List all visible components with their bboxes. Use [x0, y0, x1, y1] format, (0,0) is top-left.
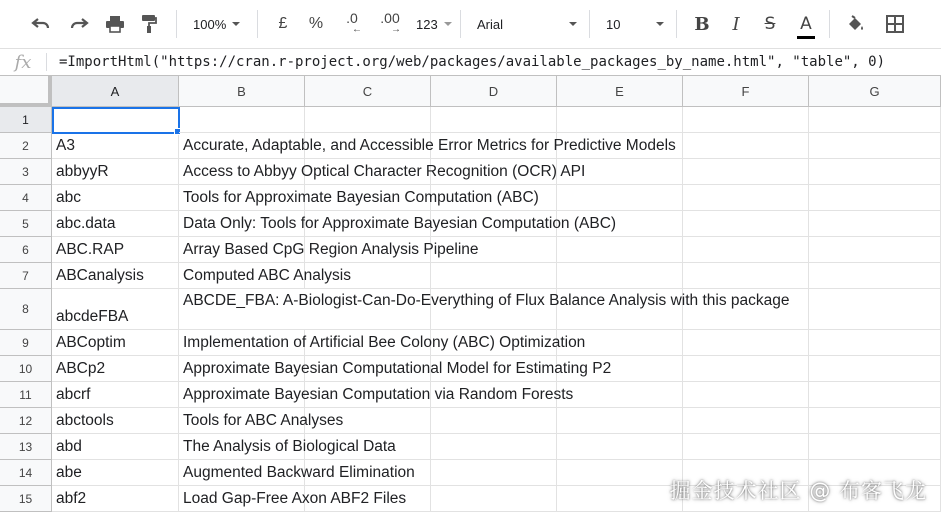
cell-empty[interactable]: [809, 211, 941, 237]
row-header[interactable]: 8: [0, 289, 52, 330]
undo-icon[interactable]: [26, 9, 56, 39]
cell-empty[interactable]: [431, 408, 557, 434]
cell-empty[interactable]: [431, 460, 557, 486]
zoom-select[interactable]: [187, 9, 251, 39]
decrease-decimals-label: .0: [346, 10, 358, 26]
cell-package-name[interactable]: abctools: [52, 408, 179, 434]
decrease-decimals-button[interactable]: [334, 9, 370, 39]
row-header[interactable]: 1: [0, 107, 52, 133]
cell-empty[interactable]: [683, 330, 809, 356]
cell-empty[interactable]: [431, 263, 557, 289]
print-icon[interactable]: [100, 9, 130, 39]
cell-package-title[interactable]: Load Gap-Free Axon ABF2 Files: [179, 486, 305, 512]
currency-button[interactable]: £: [278, 15, 288, 32]
cell-empty[interactable]: [431, 434, 557, 460]
cell-package-title[interactable]: Implementation of Artificial Bee Colony (ABC) Optimization: [179, 330, 305, 356]
row-header[interactable]: 14: [0, 460, 52, 486]
cell-package-title[interactable]: Computed ABC Analysis: [179, 263, 305, 289]
cell-empty[interactable]: [809, 289, 941, 330]
cell-empty[interactable]: [809, 356, 941, 382]
cell-empty[interactable]: [809, 263, 941, 289]
cell-package-title[interactable]: Tools for Approximate Bayesian Computation (ABC): [179, 185, 305, 211]
cell-package-title[interactable]: Approximate Bayesian Computational Model for Estimating P2: [179, 356, 305, 382]
more-formats-select[interactable]: [410, 9, 454, 39]
cell-empty[interactable]: [683, 408, 809, 434]
font-family-select[interactable]: [471, 9, 583, 39]
row-header[interactable]: 13: [0, 434, 52, 460]
cell-package-name[interactable]: abc.data: [52, 211, 179, 237]
redo-icon[interactable]: [64, 9, 94, 39]
column-header-b[interactable]: B: [179, 76, 305, 107]
cell-package-name[interactable]: A3: [52, 133, 179, 159]
cell-empty[interactable]: [557, 263, 683, 289]
cell-package-name[interactable]: abc: [52, 185, 179, 211]
cell-empty[interactable]: [809, 159, 941, 185]
cell-empty[interactable]: [431, 486, 557, 512]
cell-empty[interactable]: [809, 237, 941, 263]
more-formats-label: 123: [416, 16, 438, 32]
strikethrough-button[interactable]: S: [764, 14, 776, 34]
borders-icon[interactable]: [880, 9, 910, 39]
bold-button[interactable]: B: [694, 13, 710, 35]
formula-divider: [46, 53, 47, 71]
row-header[interactable]: 5: [0, 211, 52, 237]
cell-package-title[interactable]: [179, 107, 305, 133]
cell-selection-outline: [52, 107, 180, 134]
formula-input[interactable]: =ImportHtml("https://cran.r-project.org/web/packages/available_packages_by_name.html", "table", 0): [59, 54, 886, 70]
cell-empty[interactable]: [809, 382, 941, 408]
cell-package-name[interactable]: abf2: [52, 486, 179, 512]
cell-package-name[interactable]: ABCp2: [52, 356, 179, 382]
cell-empty[interactable]: [683, 185, 809, 211]
cell-package-title[interactable]: ABCDE_FBA: A-Biologist-Can-Do-Everything of Flux Balance Analysis with this package: [179, 289, 809, 330]
column-header-c[interactable]: C: [305, 76, 431, 107]
watermark: 掘金技术社区 @ 布客飞龙: [669, 479, 927, 503]
cell-package-name[interactable]: abcdeFBA: [52, 289, 179, 330]
column-header-g[interactable]: G: [809, 76, 941, 107]
increase-decimals-label: .00: [380, 10, 400, 26]
row-header[interactable]: 9: [0, 330, 52, 356]
toolbar: [0, 0, 941, 48]
cell-empty[interactable]: [683, 237, 809, 263]
column-header-e[interactable]: E: [557, 76, 683, 107]
chevron-down-icon: [232, 22, 240, 26]
italic-button[interactable]: I: [732, 13, 740, 35]
cell-empty[interactable]: [557, 185, 683, 211]
fx-icon: fx: [14, 51, 32, 73]
cell-empty[interactable]: [557, 382, 683, 408]
chevron-down-icon: [656, 22, 664, 26]
cell-empty[interactable]: [809, 408, 941, 434]
cell-package-name[interactable]: ABCanalysis: [52, 263, 179, 289]
cell-empty[interactable]: [557, 107, 683, 133]
cell-empty[interactable]: [557, 434, 683, 460]
cell-package-title[interactable]: Access to Abbyy Optical Character Recognition (OCR) API: [179, 159, 305, 185]
cell-empty[interactable]: [557, 237, 683, 263]
cell-package-title[interactable]: Data Only: Tools for Approximate Bayesian Computation (ABC): [179, 211, 305, 237]
row-header[interactable]: 11: [0, 382, 52, 408]
chevron-down-icon: [444, 22, 452, 26]
cell-empty[interactable]: [683, 211, 809, 237]
chevron-down-icon: [569, 22, 577, 26]
text-color-label: [800, 15, 812, 33]
font-size-value: 10: [606, 16, 621, 32]
cell-empty[interactable]: [809, 185, 941, 211]
formula-bar: [0, 48, 941, 76]
cell-package-name[interactable]: abd: [52, 434, 179, 460]
cell-package-name[interactable]: abcrf: [52, 382, 179, 408]
cell-package-title[interactable]: Accurate, Adaptable, and Accessible Error Metrics for Predictive Models: [179, 133, 305, 159]
cell-empty[interactable]: [305, 107, 431, 133]
column-header-a[interactable]: A: [52, 76, 179, 107]
cell-package-title[interactable]: Augmented Backward Elimination: [179, 460, 305, 486]
cell-empty[interactable]: [809, 107, 941, 133]
cell-empty[interactable]: [683, 382, 809, 408]
cell-package-title[interactable]: Tools for ABC Analyses: [179, 408, 305, 434]
row-header[interactable]: 12: [0, 408, 52, 434]
row-header[interactable]: 4: [0, 185, 52, 211]
cell-package-name[interactable]: abe: [52, 460, 179, 486]
cell-empty[interactable]: [683, 434, 809, 460]
arrow-left-icon: ←: [352, 24, 362, 35]
font-size-select[interactable]: [600, 9, 670, 39]
cell-package-name[interactable]: ABCoptim: [52, 330, 179, 356]
cell-empty[interactable]: [683, 107, 809, 133]
cell-package-title[interactable]: Approximate Bayesian Computation via Random Forests: [179, 382, 305, 408]
paint-format-icon[interactable]: [136, 9, 162, 39]
text-color-letter: A: [800, 14, 812, 34]
fill-color-icon[interactable]: [840, 9, 870, 39]
cell-empty[interactable]: [809, 330, 941, 356]
percent-button[interactable]: %: [308, 15, 324, 32]
cell-empty[interactable]: [557, 408, 683, 434]
row-header[interactable]: 15: [0, 486, 52, 512]
cell-empty[interactable]: [683, 356, 809, 382]
column-header-f[interactable]: F: [683, 76, 809, 107]
cell-empty[interactable]: [809, 133, 941, 159]
cell-package-name[interactable]: abbyyR: [52, 159, 179, 185]
row-header[interactable]: 2: [0, 133, 52, 159]
cell-empty[interactable]: [431, 107, 557, 133]
column-header-d[interactable]: D: [431, 76, 557, 107]
cell-empty[interactable]: [683, 159, 809, 185]
cell-empty[interactable]: [557, 486, 683, 512]
select-all-corner[interactable]: [0, 76, 52, 107]
row-header[interactable]: 7: [0, 263, 52, 289]
font-family-value: Arial: [477, 16, 504, 32]
text-color-button[interactable]: [787, 9, 825, 39]
cell-empty[interactable]: [683, 263, 809, 289]
cell-package-title[interactable]: Array Based CpG Region Analysis Pipeline: [179, 237, 305, 263]
spreadsheet-grid: [0, 76, 941, 519]
row-header[interactable]: 3: [0, 159, 52, 185]
increase-decimals-button[interactable]: [370, 9, 410, 39]
cell-empty[interactable]: [557, 460, 683, 486]
arrow-right-icon: →: [391, 24, 401, 35]
text-color-swatch: [797, 36, 815, 39]
cell-empty[interactable]: [809, 434, 941, 460]
row-header[interactable]: 10: [0, 356, 52, 382]
cell-empty[interactable]: [683, 133, 809, 159]
cell-package-name[interactable]: ABC.RAP: [52, 237, 179, 263]
row-header[interactable]: 6: [0, 237, 52, 263]
zoom-value: 100%: [193, 16, 227, 32]
cell-package-title[interactable]: The Analysis of Biological Data: [179, 434, 305, 460]
